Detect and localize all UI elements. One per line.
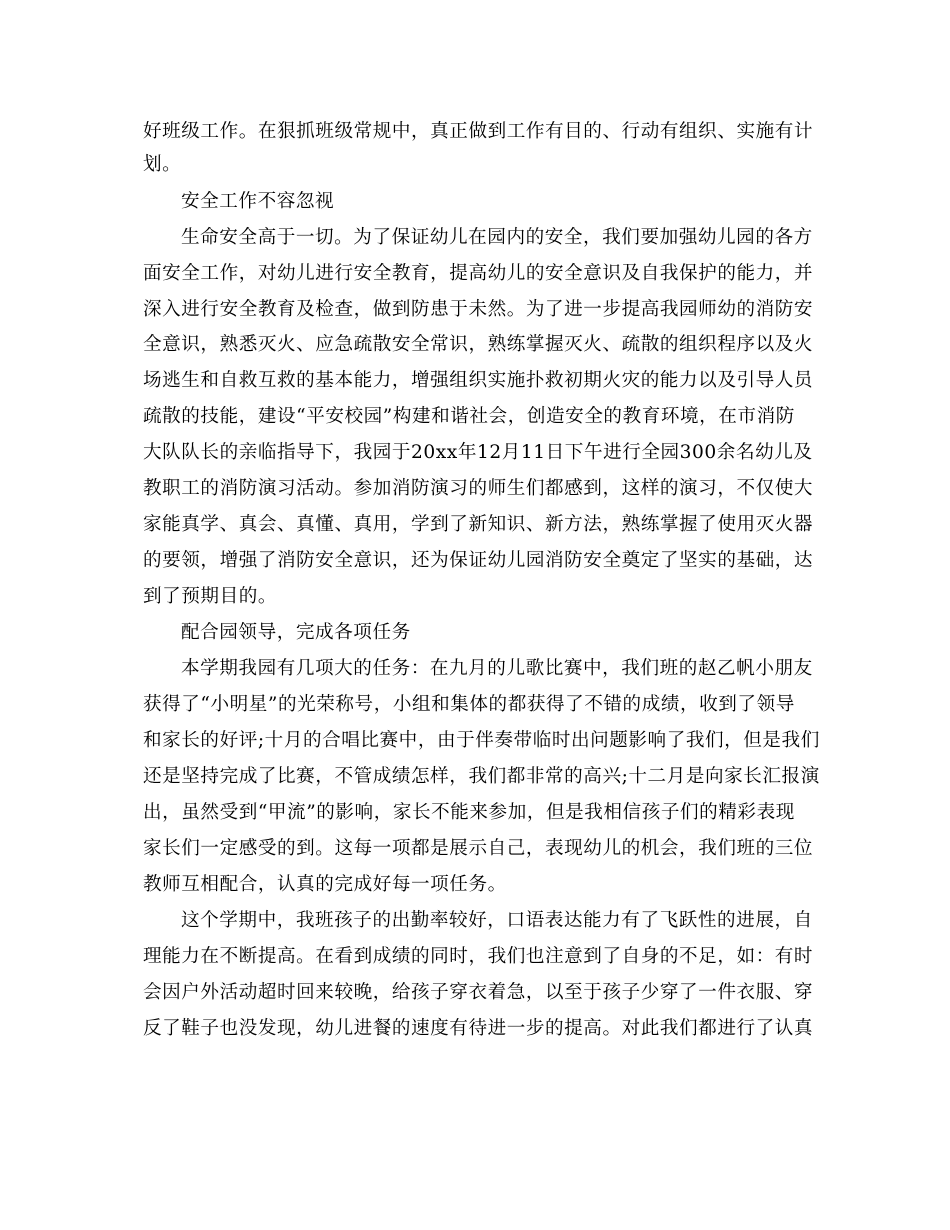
section-heading: 安全工作不容忽视	[181, 191, 335, 212]
text-line: 还是坚持完成了比赛，不管成绩怎样，我们都非常的高兴;十二月是向家长汇报演	[143, 766, 820, 787]
text-line: 和家长的好评;十月的合唱比赛中，由于伴奏带临时出问题影响了我们，但是我们	[143, 730, 820, 751]
text-line: 面安全工作，对幼儿进行安全教育，提高幼儿的安全意识及自我保护的能力，并	[143, 263, 814, 284]
text-line: 划。	[143, 154, 182, 175]
text-line: 反了鞋子也没发现，幼儿进餐的速度有待进一步的提高。对此我们都进行了认真	[143, 1018, 814, 1039]
text-line: 场逃生和自救互救的基本能力，增强组织实施扑救初期火灾的能力以及引导人员	[143, 370, 814, 391]
text-line: 到了预期目的。	[143, 586, 278, 607]
text-line: 教师互相配合，认真的完成好每一项任务。	[143, 874, 507, 895]
text-line: 出，虽然受到“甲流”的影响，家长不能来参加，但是我相信孩子们的精彩表现	[143, 802, 795, 823]
text-line: 疏散的技能，建设“平安校园”构建和谐社会，创造安全的教育环境，在市消防	[143, 406, 795, 427]
text-line: 家能真学、真会、真懂、真用，学到了新知识、新方法，熟练掌握了使用灭火器	[143, 514, 814, 535]
text-line: 的要领，增强了消防安全意识，还为保证幼儿园消防安全奠定了坚实的基础，达	[143, 550, 814, 571]
text-line: 教职工的消防演习活动。参加消防演习的师生们都感到，这样的演习，不仅使大	[143, 478, 814, 499]
text-line: 家长们一定感受的到。这每一项都是展示自己，表现幼儿的机会，我们班的三位	[143, 838, 814, 859]
paragraph-first-line: 生命安全高于一切。为了保证幼儿在园内的安全，我们要加强幼儿园的各方	[181, 227, 813, 248]
section-heading: 配合园领导，完成各项任务	[181, 622, 411, 643]
text-line: 大队队长的亲临指导下，我园于20xx年12月11日下午进行全园300余名幼儿及	[143, 442, 813, 463]
text-line: 理能力在不断提高。在看到成绩的同时，我们也注意到了自身的不足，如：有时	[143, 946, 814, 967]
text-line: 获得了“小明星”的光荣称号，小组和集体的都获得了不错的成绩，收到了领导	[143, 694, 795, 715]
paragraph-first-line: 本学期我园有几项大的任务：在九月的儿歌比赛中，我们班的赵乙帆小朋友	[181, 658, 813, 679]
text-line: 会因户外活动超时回来较晚，给孩子穿衣着急，以至于孩子少穿了一件衣服、穿	[143, 982, 814, 1003]
text-line: 深入进行安全教育及检查，做到防患于未然。为了进一步提高我园师幼的消防安	[143, 299, 814, 320]
text-line: 全意识，熟悉灭火、应急疏散安全常识，熟练掌握灭火、疏散的组织程序以及火	[143, 334, 814, 355]
paragraph-first-line: 这个学期中，我班孩子的出勤率较好，口语表达能力有了飞跃性的进展，自	[181, 910, 813, 931]
text-line: 好班级工作。在狠抓班级常规中，真正做到工作有目的、行动有组织、实施有计	[143, 121, 814, 142]
